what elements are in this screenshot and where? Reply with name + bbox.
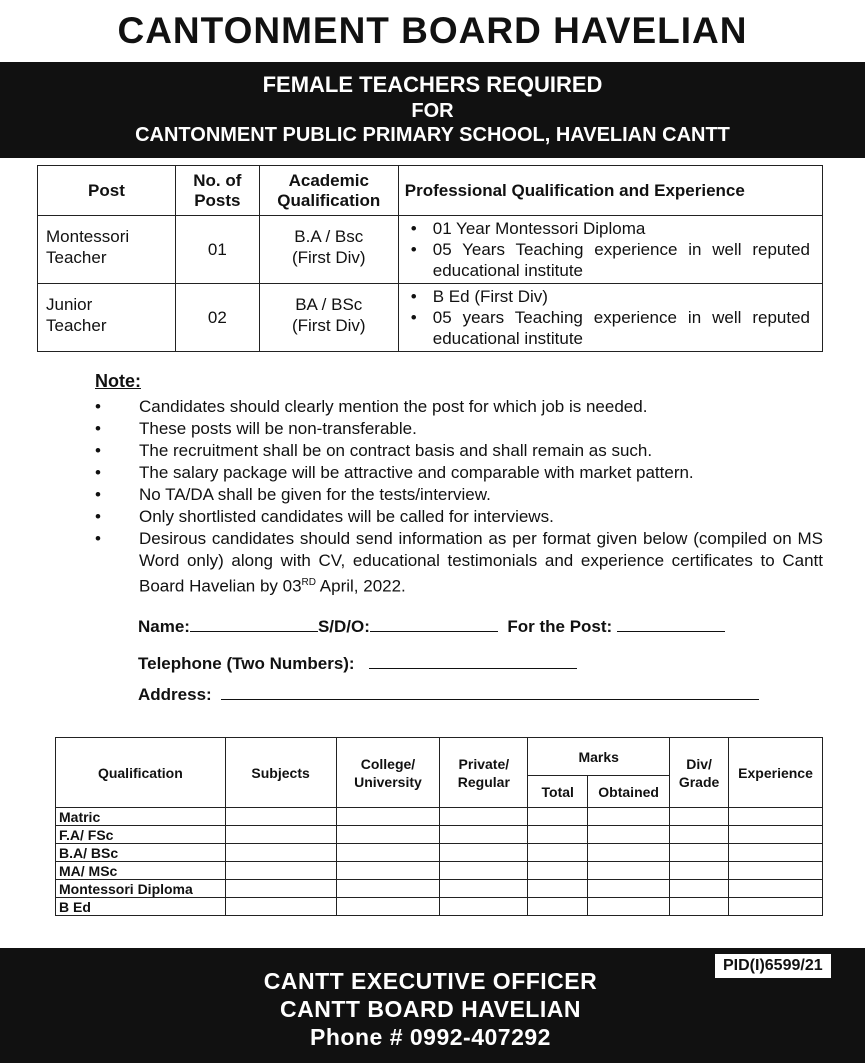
obtained-cell[interactable] [588, 880, 670, 898]
total-cell[interactable] [528, 880, 588, 898]
pid-label: PID(I)6599/21 [715, 954, 831, 978]
note-item: • Desirous candidates should send information as per format given below (compiled on MS Word only) along with CV, educational testimonials and experience certificates to Cantt Board Havelian by 03RD April, 2022. [95, 528, 823, 598]
list-item: • 05 years Teaching experience in well reputed educational institute [407, 307, 810, 349]
obtained-cell[interactable] [588, 844, 670, 862]
list-item: • 01 Year Montessori Diploma [407, 218, 810, 239]
note-item: • The recruitment shall be on contract basis and shall remain as such. [95, 440, 823, 462]
header-marks: Marks [528, 738, 670, 776]
grade-cell[interactable] [670, 844, 729, 862]
experience-cell[interactable] [729, 808, 823, 826]
count-cell: 01 [175, 216, 259, 284]
table-row [38, 216, 823, 284]
college-cell[interactable] [336, 880, 440, 898]
posts-table-header [38, 166, 823, 216]
header-total: Total [528, 776, 588, 808]
header-experience: Experience [729, 738, 823, 808]
grade-cell[interactable] [670, 808, 729, 826]
sdo-label: S/D/O: [317, 617, 370, 636]
note-title: Note: [95, 371, 141, 391]
for-post-label: For the Post: [507, 617, 613, 636]
experience-cell[interactable] [729, 898, 823, 916]
form-row-name [138, 617, 725, 637]
qualification-cell: B.A/ BSc [56, 844, 226, 862]
header-private: Private/ Regular [440, 738, 528, 808]
header-academic: Academic Qualification [259, 166, 398, 216]
subjects-cell[interactable] [225, 862, 336, 880]
obtained-cell[interactable] [588, 808, 670, 826]
heading-line-3: CANTONMENT PUBLIC PRIMARY SCHOOL, HAVELIAN CANTT [135, 124, 730, 146]
experience-cell[interactable] [729, 826, 823, 844]
posts-table [37, 165, 823, 352]
academic-cell: B.A / Bsc (First Div) [259, 216, 398, 284]
post-cell: Junior Teacher [38, 284, 176, 352]
header-obtained: Obtained [588, 776, 670, 808]
total-cell[interactable] [528, 808, 588, 826]
college-cell[interactable] [336, 808, 440, 826]
header-qualification: Qualification [56, 738, 226, 808]
private-cell[interactable] [440, 844, 528, 862]
obtained-cell[interactable] [588, 898, 670, 916]
qualification-cell: B Ed [56, 898, 226, 916]
total-cell[interactable] [528, 844, 588, 862]
header-post: Post [38, 166, 176, 216]
header-band [0, 62, 865, 158]
college-cell[interactable] [336, 898, 440, 916]
table-row [56, 880, 823, 898]
header-subjects: Subjects [225, 738, 336, 808]
heading-line-2: FOR [411, 100, 454, 122]
qualification-cell: MA/ MSc [56, 862, 226, 880]
qualification-cell: F.A/ FSc [56, 826, 226, 844]
footer-phone: Phone # 0992-407292 [310, 1024, 551, 1050]
private-cell[interactable] [440, 808, 528, 826]
qualification-cell: Matric [56, 808, 226, 826]
header-div-grade: Div/ Grade [670, 738, 729, 808]
obtained-cell[interactable] [588, 862, 670, 880]
name-field[interactable] [190, 618, 318, 632]
note-item: • Candidates should clearly mention the post for which job is needed. [95, 396, 823, 418]
sdo-field[interactable] [370, 618, 498, 632]
grade-cell[interactable] [670, 898, 729, 916]
grade-cell[interactable] [670, 862, 729, 880]
list-item: • B Ed (First Div) [407, 286, 810, 307]
note-item: • Only shortlisted candidates will be called for interviews. [95, 506, 823, 528]
private-cell[interactable] [440, 880, 528, 898]
table-row [38, 284, 823, 352]
subjects-cell[interactable] [225, 880, 336, 898]
experience-cell[interactable] [729, 880, 823, 898]
footer-line-2: CANTT BOARD HAVELIAN [280, 996, 581, 1022]
qualification-table-header [56, 738, 823, 776]
post-cell: Montessori Teacher [38, 216, 176, 284]
private-cell[interactable] [440, 898, 528, 916]
subjects-cell[interactable] [225, 898, 336, 916]
note-item: • The salary package will be attractive and comparable with market pattern. [95, 462, 823, 484]
footer-band [0, 948, 865, 1063]
telephone-field[interactable] [369, 655, 577, 669]
notes-list [95, 396, 823, 598]
grade-cell[interactable] [670, 880, 729, 898]
professional-cell [398, 284, 822, 352]
header-professional: Professional Qualification and Experience [398, 166, 822, 216]
table-row [56, 898, 823, 916]
note-item: • No TA/DA shall be given for the tests/interview. [95, 484, 823, 506]
table-row [56, 862, 823, 880]
header-no-of-posts: No. of Posts [175, 166, 259, 216]
college-cell[interactable] [336, 862, 440, 880]
list-item: • 05 Years Teaching experience in well reputed educational institute [407, 239, 810, 281]
subjects-cell[interactable] [225, 826, 336, 844]
table-row [56, 826, 823, 844]
private-cell[interactable] [440, 862, 528, 880]
form-row-address [138, 685, 759, 705]
header-college: College/ University [336, 738, 440, 808]
grade-cell[interactable] [670, 826, 729, 844]
college-cell[interactable] [336, 844, 440, 862]
academic-cell: BA / BSc (First Div) [259, 284, 398, 352]
form-row-telephone [138, 654, 577, 674]
table-row [56, 808, 823, 826]
subjects-cell[interactable] [225, 808, 336, 826]
qualification-cell: Montessori Diploma [56, 880, 226, 898]
address-label: Address: [138, 685, 212, 704]
heading-line-1: FEMALE TEACHERS REQUIRED [262, 72, 603, 97]
private-cell[interactable] [440, 826, 528, 844]
experience-cell[interactable] [729, 844, 823, 862]
subjects-cell[interactable] [225, 844, 336, 862]
address-field[interactable] [221, 686, 759, 700]
experience-cell[interactable] [729, 862, 823, 880]
for-post-field[interactable] [617, 618, 725, 632]
total-cell[interactable] [528, 826, 588, 844]
obtained-cell[interactable] [588, 826, 670, 844]
qualification-table [55, 737, 823, 916]
count-cell: 02 [175, 284, 259, 352]
college-cell[interactable] [336, 826, 440, 844]
footer-line-1: CANTT EXECUTIVE OFFICER [263, 968, 598, 994]
total-cell[interactable] [528, 898, 588, 916]
professional-cell [398, 216, 822, 284]
page-title: CANTONMENT BOARD HAVELIAN [117, 10, 748, 51]
table-row [56, 844, 823, 862]
telephone-label: Telephone (Two Numbers): [138, 654, 355, 673]
total-cell[interactable] [528, 862, 588, 880]
name-label: Name: [138, 617, 190, 636]
note-item: • These posts will be non-transferable. [95, 418, 823, 440]
